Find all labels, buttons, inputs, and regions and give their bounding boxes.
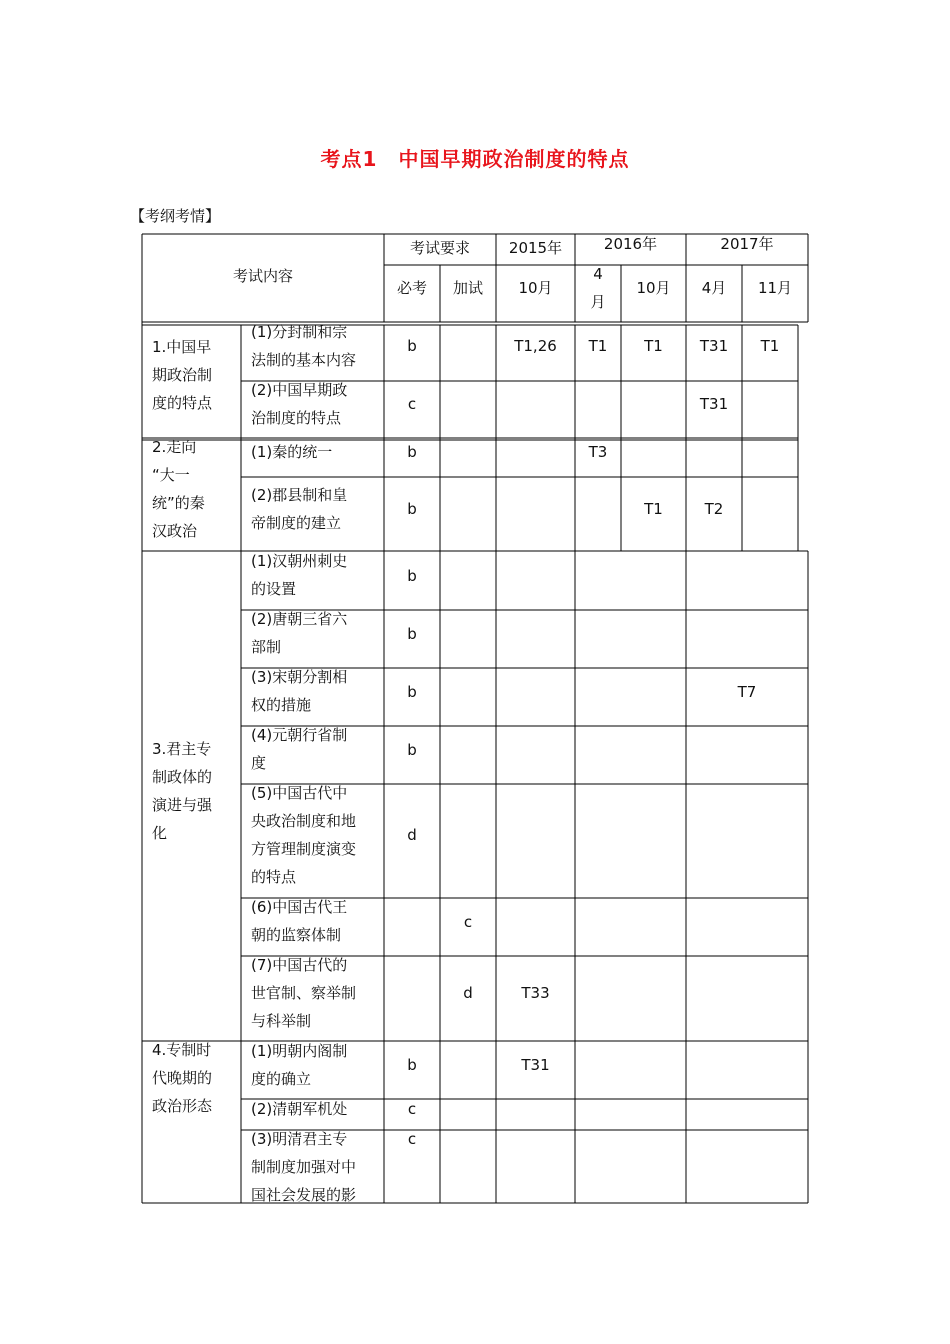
header-content: 考试内容	[232, 267, 293, 285]
header-2016-oct: 10月	[636, 279, 671, 297]
topic-cell: (3)明清君主专 制制度加强对中 国社会发展的影	[251, 1130, 357, 1204]
required-cell: b	[407, 567, 417, 585]
required-cell: b	[407, 741, 417, 759]
topic-cell: (1)分封制和宗 法制的基本内容	[251, 323, 357, 369]
topic-cell: (7)中国古代的 世官制、察举制 与科举制	[251, 956, 357, 1030]
exam-cell: T31	[699, 337, 729, 355]
required-cell: b	[407, 625, 417, 643]
group-label: 2.走向 “大一 统”的秦 汉政治	[152, 438, 205, 540]
header-2017-nov: 11月	[757, 279, 793, 297]
exam-cell: T1	[644, 337, 663, 355]
topic-cell: (1)明朝内阁制 度的确立	[251, 1042, 348, 1088]
topic-cell: (6)中国古代王 朝的监察体制	[251, 898, 348, 944]
required-cell: c	[407, 1130, 417, 1148]
header-required: 必考	[396, 279, 427, 297]
topic-cell: (1)汉朝州刺史 的设置	[251, 552, 348, 598]
required-cell: b	[407, 337, 417, 355]
topic-cell: (2)郡县制和皇 帝制度的建立	[251, 486, 348, 532]
topic-cell: (5)中国古代中 央政治制度和地 方管理制度演变 的特点	[251, 784, 357, 886]
required-cell: d	[407, 826, 417, 844]
exam-cell: T3	[588, 443, 608, 461]
extra-cell: c	[463, 913, 473, 931]
header-requirement: 考试要求	[409, 239, 470, 257]
topic-cell: (4)元朝行省制 度	[251, 726, 348, 772]
exam-cell: T2	[704, 500, 724, 518]
exam-cell: T1	[588, 337, 608, 355]
header-2015: 2015年	[508, 239, 563, 257]
topic-cell: (2)中国早期政 治制度的特点	[251, 381, 348, 427]
topic-cell: (2)清朝军机处	[251, 1100, 348, 1118]
group-label: 1.中国早 期政治制 度的特点	[152, 338, 213, 412]
topic-cell: (1)秦的统一	[251, 443, 333, 461]
page-title: 考点1 中国早期政治制度的特点	[320, 147, 630, 171]
header-2015-oct: 10月	[518, 279, 553, 297]
header-2016-apr: 4 月	[590, 265, 606, 311]
group-label: 4.专制时 代晚期的 政治形态	[152, 1041, 213, 1115]
topic-cell: (3)宋朝分割相 权的措施	[251, 668, 348, 714]
header-2016: 2016年	[603, 235, 658, 253]
extra-cell: d	[463, 984, 473, 1002]
required-cell: b	[407, 443, 417, 461]
exam-cell: T33	[521, 984, 550, 1002]
required-cell: c	[407, 395, 417, 413]
exam-cell: T1	[760, 337, 780, 355]
header-2017-apr: 4月	[701, 279, 727, 297]
required-cell: b	[407, 1056, 417, 1074]
exam-cell: T1,26	[514, 337, 557, 355]
section-label: 【考纲考情】	[130, 207, 221, 225]
topic-cell: (2)唐朝三省六 部制	[251, 610, 348, 656]
group-label: 3.君主专 制政体的 演进与强 化	[152, 740, 213, 842]
exam-cell: T31	[521, 1056, 550, 1074]
required-cell: c	[407, 1100, 417, 1118]
header-2017: 2017年	[720, 235, 774, 253]
exam-cell: T1	[644, 500, 663, 518]
header-extra: 加试	[452, 279, 483, 297]
exam-cell: T7	[737, 683, 757, 701]
required-cell: b	[407, 683, 417, 701]
exam-cell: T31	[699, 395, 729, 413]
required-cell: b	[407, 500, 417, 518]
